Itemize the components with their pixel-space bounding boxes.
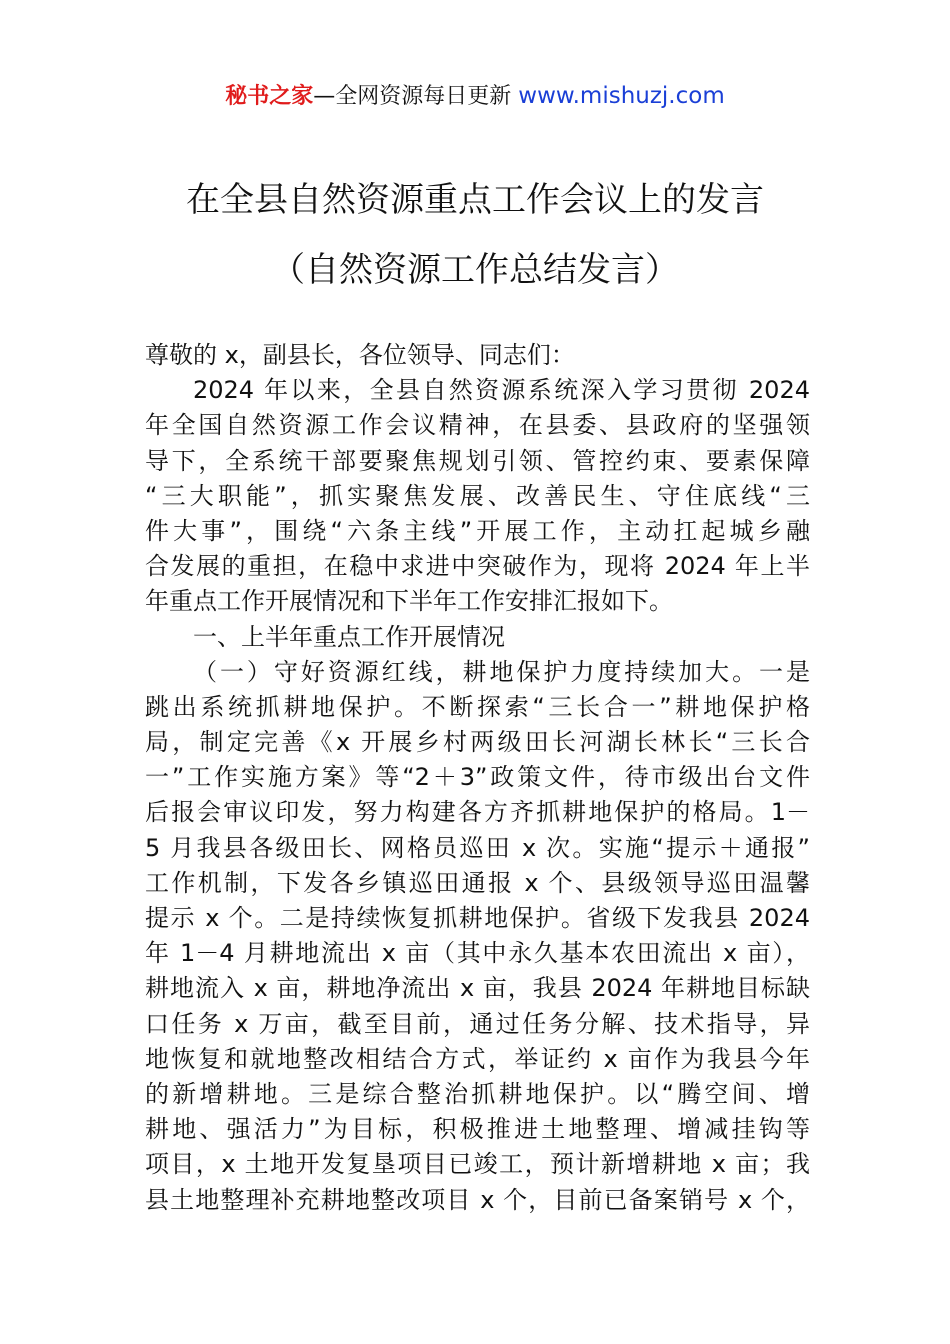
body-line: 口任务 x 万亩，截至目前，通过任务分解、技术指导，异 [145, 1009, 810, 1038]
body-line: 合发展的重担，在稳中求进中突破作为，现将 2024 年上半 [145, 552, 810, 581]
body-line: （一）守好资源红线，耕地保护力度持续加大。一是 [193, 657, 810, 686]
site-header [0, 80, 950, 113]
body-line: 地恢复和就地整改相结合方式，举证约 x 亩作为我县今年 [145, 1044, 810, 1073]
document-title: 在全县自然资源重点工作会议上的发言 [186, 180, 764, 220]
section-heading: 一、上半年重点工作开展情况 [193, 622, 505, 651]
document-body [145, 338, 810, 1218]
body-line: 项目，x 土地开发复垦项目已竣工，预计新增耕地 x 亩；我 [145, 1150, 810, 1179]
body-line: 5 月我县各级田长、网格员巡田 x 次。实施“提示＋通报” [145, 833, 810, 862]
body-line: 年 1－4 月耕地流出 x 亩（其中永久基本农田流出 x 亩）， [145, 939, 810, 968]
body-line: 县土地整理补充耕地整改项目 x 个，目前已备案销号 x 个， [145, 1185, 810, 1214]
body-line: 后报会审议印发，努力构建各方齐抓耕地保护的格局。1－ [145, 798, 810, 827]
body-line: 2024 年以来，全县自然资源系统深入学习贯彻 2024 [193, 376, 810, 405]
body-line: 工作机制，下发各乡镇巡田通报 x 个、县级领导巡田温馨 [145, 868, 810, 897]
salutation-line: 尊敬的 x，副县长，各位领导、同志们： [145, 341, 575, 369]
body-line: 年重点工作开展情况和下半年工作安排汇报如下。 [145, 587, 673, 616]
site-url-link[interactable]: www.mishuzj.com [518, 83, 725, 109]
body-line: 年全国自然资源工作会议精神，在县委、县政府的坚强领 [145, 411, 810, 440]
body-line: 导下，全系统干部要聚焦规划引领、管控约束、要素保障 [145, 446, 810, 475]
body-line: 件大事”，围绕“六条主线”开展工作，主动扛起城乡融 [145, 516, 810, 545]
body-line: 局，制定完善《x 开展乡村两级田长河湖长林长“三长合 [145, 728, 810, 757]
document-subtitle: （自然资源工作总结发言） [271, 250, 679, 290]
site-tagline: —全网资源每日更新 [313, 84, 512, 109]
body-line: 耕地流入 x 亩，耕地净流出 x 亩，我县 2024 年耕地目标缺 [145, 974, 810, 1003]
body-line: 跳出系统抓耕地保护。不断探索“三长合一”耕地保护格 [145, 692, 810, 721]
body-line: “三大职能”，抓实聚焦发展、改善民生、守住底线“三 [145, 481, 810, 510]
body-line: 的新增耕地。三是综合整治抓耕地保护。以“腾空间、增 [145, 1079, 810, 1108]
site-brand: 秘书之家 [225, 84, 314, 109]
body-line: 提示 x 个。二是持续恢复抓耕地保护。省级下发我县 2024 [145, 904, 810, 932]
body-line: 一”工作实施方案》等“2＋3”政策文件，待市级出台文件 [145, 763, 810, 792]
body-line: 耕地、强活力”为目标，积极推进土地整理、增减挂钩等 [145, 1115, 810, 1144]
